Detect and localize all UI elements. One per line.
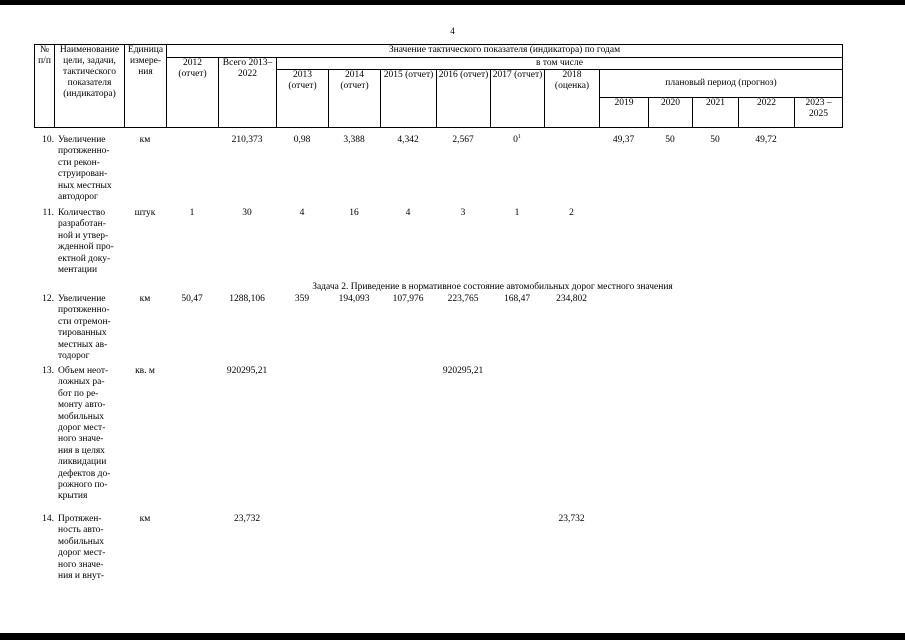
header-name: Наименование цели, задачи, тактического показателя (индикатора) (55, 45, 125, 128)
row-2018: 2 (569, 208, 574, 218)
table-header (34, 44, 843, 128)
row-2016: 223,765 (447, 294, 479, 304)
row-total: 1288,106 (229, 294, 265, 304)
row-2013: 0,98 (293, 135, 311, 145)
row-total: 210,373 (231, 135, 263, 145)
row-total: 920295,21 (226, 366, 268, 376)
row-2020: 50 (665, 135, 675, 145)
row-num: 10. (42, 135, 54, 145)
header-2013: 2013 (отчет) (277, 70, 329, 128)
row-name: Увеличение протяженно- сти отремон- тированных местных ав- тодорог (58, 294, 111, 362)
scan-border-bottom (0, 633, 905, 640)
row-2014: 3,388 (343, 135, 365, 145)
row-2021: 50 (710, 135, 720, 145)
row-2014: 194,093 (338, 294, 370, 304)
row-2013: 4 (299, 208, 305, 218)
row-2018: 234,802 (556, 294, 587, 304)
row-unit: штук (134, 208, 156, 218)
row-2017: $0^1$ (513, 133, 521, 145)
header-total: Всего 2013–2022 (219, 58, 277, 128)
row-2012: 50,47 (181, 294, 203, 304)
row-2013: 359 (294, 294, 310, 304)
row-unit: км (139, 514, 151, 524)
row-total: 23,732 (233, 514, 261, 524)
scan-border-top (0, 0, 905, 5)
header-num: № п/п (35, 45, 55, 128)
footnote-mark: 1 (517, 133, 521, 140)
row-num: 12. (42, 294, 54, 304)
header-2019: 2019 (600, 98, 649, 128)
row-2014: 16 (349, 208, 359, 218)
row-2019: 49,37 (612, 135, 635, 145)
header-2014: 2014 (отчет) (329, 70, 381, 128)
header-2015: 2015 (отчет) (381, 70, 437, 128)
row-num: 11. (42, 208, 54, 218)
header-2017: 2017 (отчет) (491, 70, 545, 128)
header-2021: 2021 (693, 98, 739, 128)
row-unit: кв. м (135, 366, 155, 376)
row-2016: 2,567 (452, 135, 474, 145)
row-name: Протяжен- ность авто- мобильных дорог мест- ного значе- ния и внут- (58, 514, 106, 582)
header-2016: 2016 (отчет) (437, 70, 491, 128)
row-unit: км (139, 294, 151, 304)
row-2015: 4 (405, 208, 411, 218)
row-num: 13. (42, 366, 54, 376)
header-2022: 2022 (739, 98, 795, 128)
task-2-title: Задача 2. Приведение в нормативное состояние автомобильных дорог местного значения (312, 282, 673, 292)
row-2017: 1 (514, 208, 520, 218)
row-2016: 920295,21 (442, 366, 484, 376)
row-2012: 1 (189, 208, 195, 218)
header-incl: в том числе (277, 58, 843, 70)
header-2023: 2023 – 2025 (795, 98, 843, 128)
header-2020: 2020 (649, 98, 693, 128)
row-name: Увеличение протяженно- сти рекон- струирован- ных местных автодорог (58, 135, 112, 203)
row-2018: 23,732 (558, 514, 585, 524)
row-2015: 4,342 (397, 135, 419, 145)
row-2015: 107,976 (392, 294, 424, 304)
header-2018: 2018 (оценка) (545, 70, 600, 128)
page-number: 4 (450, 26, 455, 36)
row-2016: 3 (460, 208, 466, 218)
row-total: 30 (242, 208, 252, 218)
row-name: Объем неот- ложных ра- бот по ре- монту авто- мобильных дорог мест- ного значе- ния в целях ликвидации дефектов до- рожного по- крытия (58, 366, 111, 502)
header-group-title: Значение тактического показателя (индикатора) по годам (167, 45, 843, 58)
row-2022: 49,72 (755, 135, 777, 145)
header-2012: 2012 (отчет) (167, 58, 219, 128)
row-num: 14. (42, 514, 54, 524)
row-name: Количество разработан- ной и утвер- жденной про- ектной доку- ментации (58, 208, 114, 276)
row-2017: 168,47 (503, 294, 531, 304)
row-unit: км (139, 135, 151, 145)
header-unit: Единица измере-ния (125, 45, 167, 128)
header-plan: плановый период (прогноз) (600, 70, 843, 98)
